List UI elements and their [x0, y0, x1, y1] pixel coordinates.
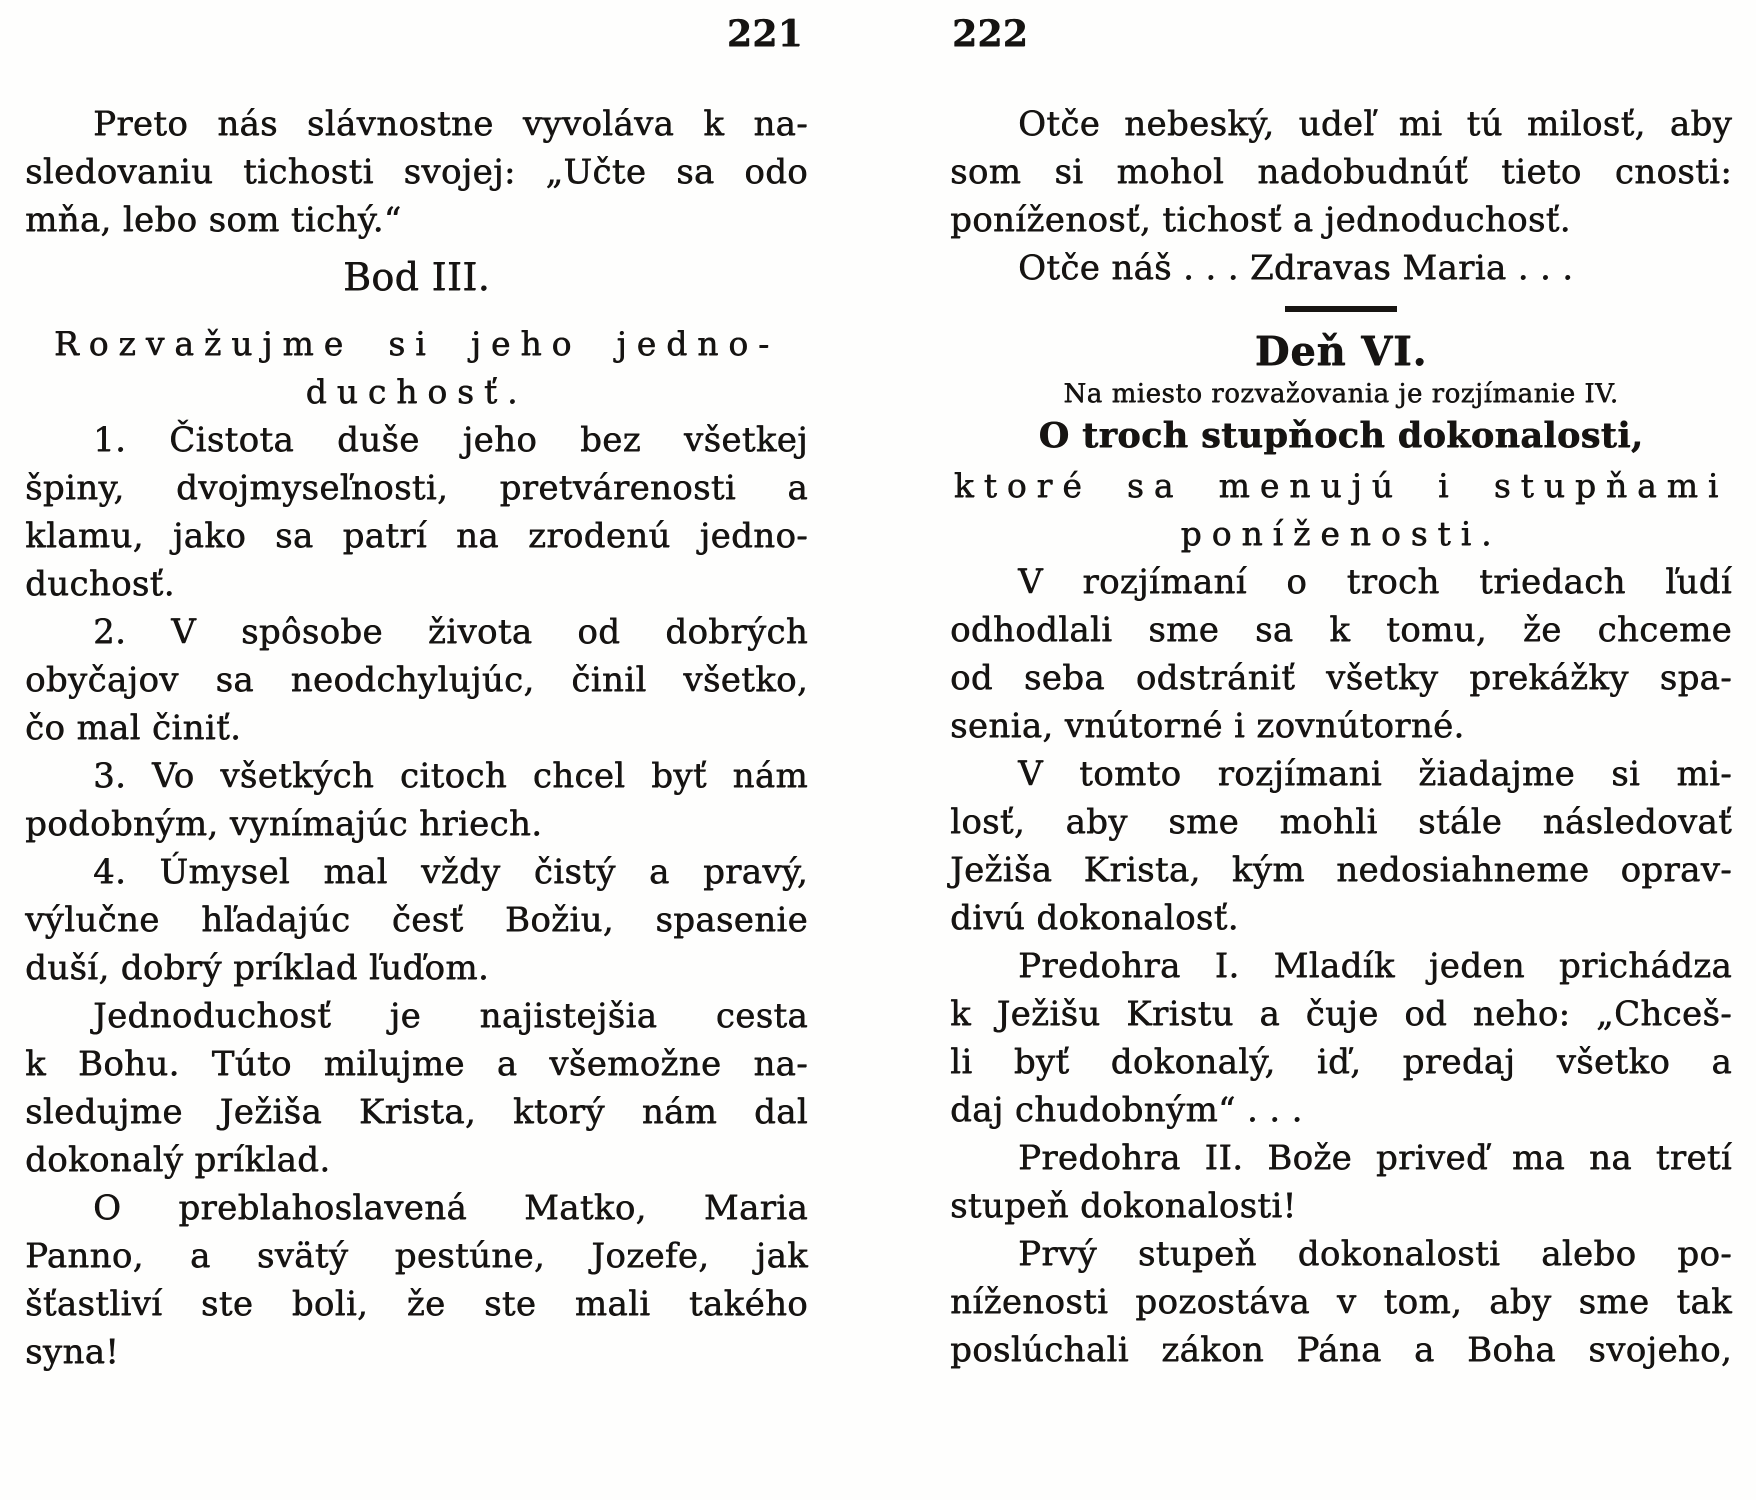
text-line: Predohra I. Mladík jeden prichádza — [1018, 946, 1732, 986]
text-line: poníženosti. — [1180, 514, 1502, 553]
note-line: Na miesto rozvažovania je rozjímanie IV. — [1063, 379, 1619, 409]
paragraph — [950, 558, 1732, 750]
paragraph — [25, 992, 808, 1184]
text-line: losť, aby sme mohli stále následovať — [950, 802, 1732, 842]
text-line: 3. Vo všetkých citoch chcel byť nám — [93, 756, 808, 796]
text-line: mňa, lebo som tichý.“ — [25, 200, 402, 240]
text-line: 2. V spôsobe života od dobrých — [93, 612, 808, 652]
paragraph — [25, 416, 808, 608]
text-line: dokonalý príklad. — [25, 1140, 331, 1180]
text-line: obyčajov sa neodchylujúc, činil všetko, — [25, 660, 808, 700]
text-line: stupeň dokonalosti! — [950, 1186, 1297, 1226]
paragraph — [25, 752, 808, 848]
subject-heading: O troch stupňoch dokonalosti, — [1038, 415, 1644, 456]
page-222-column — [950, 100, 1732, 1374]
paragraph — [25, 848, 808, 992]
prayer-line: Otče náš . . . Zdravas Maria . . . — [1018, 248, 1574, 288]
spaced-subheading — [25, 320, 808, 416]
page-number-222: 222 — [952, 13, 1029, 55]
paragraph — [25, 608, 808, 752]
paragraph — [950, 942, 1732, 1134]
text-line: níženosti pozostáva v tom, aby sme tak — [950, 1282, 1732, 1322]
text-line: klamu, jako sa patrí na zrodenú jedno- — [25, 516, 808, 556]
text-line: od seba odstrániť všetky prekážky spa- — [950, 658, 1732, 698]
text-line: k Bohu. Túto milujme a všemožne na- — [25, 1044, 808, 1084]
text-line: poníženosť, tichosť a jednoduchosť. — [950, 200, 1571, 240]
paragraph — [25, 100, 808, 244]
text-line: podobným, vynímajúc hriech. — [25, 804, 543, 844]
text-line: divú dokonalosť. — [950, 898, 1239, 938]
text-line: výlučne hľadajúc česť Božiu, spasenie — [25, 900, 808, 940]
text-line: Ježiša Krista, kým nedosiahneme oprav- — [950, 850, 1732, 890]
text-line: ktoré sa menujú i stupňami — [953, 466, 1729, 505]
text-line: čo mal činiť. — [25, 708, 242, 748]
text-line: duchosť. — [25, 564, 175, 604]
text-line: Jednoduchosť je najistejšia cesta — [93, 996, 808, 1036]
text-line: 1. Čistota duše jeho bez všetkej — [93, 420, 808, 460]
text-line: V rozjímaní o troch triedach ľudí — [1018, 562, 1732, 602]
text-line: k Ježišu Kristu a čuje od neho: „Chceš- — [950, 994, 1732, 1034]
spaced-subheading — [950, 462, 1732, 558]
paragraph — [950, 750, 1732, 942]
paragraph — [950, 1230, 1732, 1374]
text-line: Prvý stupeň dokonalosti alebo po- — [1018, 1234, 1732, 1274]
text-line: duší, dobrý príklad ľuďom. — [25, 948, 489, 988]
text-line: Rozvažujme si jeho jedno- — [53, 324, 780, 363]
section-heading: Bod III. — [342, 255, 491, 299]
text-line: li byť dokonalý, iď, predaj všetko a — [950, 1042, 1732, 1082]
text-line: sledovaniu tichosti svojej: „Učte sa odo — [25, 152, 808, 192]
paragraph — [25, 1184, 808, 1376]
text-line: V tomto rozjímani žiadajme si mi- — [1018, 754, 1732, 794]
text-line: Otče nebeský, udeľ mi tú milosť, aby — [1018, 104, 1732, 144]
text-line: Preto nás slávnostne vyvoláva k na- — [93, 104, 808, 144]
text-line: sledujme Ježiša Krista, ktorý nám dal — [25, 1092, 808, 1132]
text-line: 4. Úmysel mal vždy čistý a pravý, — [93, 852, 808, 892]
paragraph — [950, 100, 1732, 244]
text-line: špiny, dvojmyseľnosti, pretvárenosti a — [25, 468, 808, 508]
text-line: duchosť. — [305, 372, 528, 411]
text-line: Panno, a svätý pestúne, Jozefe, jak — [25, 1236, 808, 1276]
text-line: senia, vnútorné i zovnútorné. — [950, 706, 1465, 746]
day-heading: Deň VI. — [1254, 328, 1428, 375]
paragraph — [950, 1134, 1732, 1230]
text-line: O preblahoslavená Matko, Maria — [93, 1188, 808, 1228]
text-line: Predohra II. Bože priveď ma na tretí — [1018, 1138, 1732, 1178]
text-line: som si mohol nadobudnúť tieto cnosti: — [950, 152, 1732, 192]
page-number-221: 221 — [726, 13, 803, 55]
text-line: odhodlali sme sa k tomu, že chceme — [950, 610, 1732, 650]
text-line: poslúchali zákon Pána a Boha svojeho, — [950, 1330, 1732, 1370]
page-221-column — [25, 100, 808, 1376]
text-line: šťastliví ste boli, že ste mali takého — [25, 1284, 808, 1324]
text-line: syna! — [25, 1332, 120, 1372]
section-divider — [1285, 306, 1397, 312]
text-line: daj chudobným“ . . . — [950, 1090, 1303, 1130]
